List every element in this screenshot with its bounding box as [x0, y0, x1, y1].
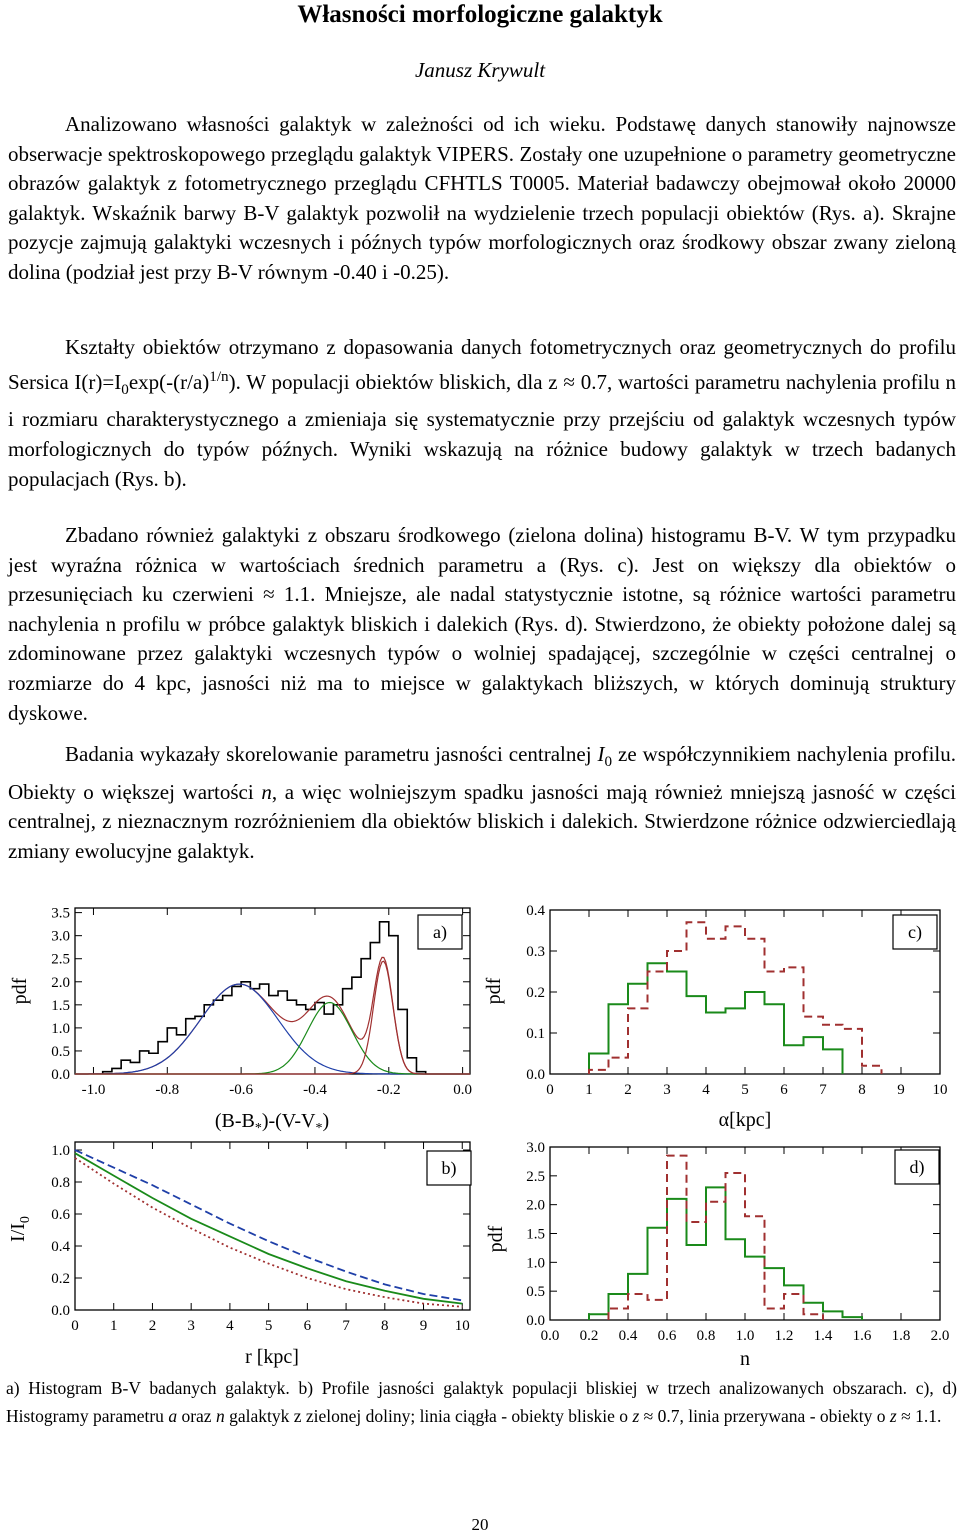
fit-curve: [75, 957, 470, 1074]
abstract-paragraph-1: [8, 110, 956, 288]
profile-line: [75, 1150, 462, 1300]
histogram-bars: [103, 922, 426, 1074]
x-tick-label: 5: [741, 1082, 749, 1098]
text-span: Kształty obiektów otrzymano z dopasowania danych fotometrycznych oraz geometrycznych do profilu Sersica I(r)=I: [8, 335, 956, 394]
x-tick-label: 7: [819, 1082, 827, 1098]
panel-label: a): [433, 922, 447, 942]
approx-symbol: ≈: [643, 1406, 654, 1426]
y-axis-label: pdf: [483, 977, 505, 1005]
chart-panel-b: [0, 1135, 480, 1370]
x-tick-label: 10: [932, 1082, 948, 1098]
x-tick-label: 8: [381, 1318, 389, 1334]
text-span: Zbadano również galaktyki z obszaru środkowego (zielona dolina) histogramu B-V. W tym przypadku jest wyraźna różnica w wartościach średnich parametru a (Rys. c). Jest on większy dla obiektów o przesunięciach ku czerwieni: [8, 523, 956, 607]
y-tick-label: 1.5: [526, 1226, 545, 1243]
abstract-paragraph-3: [8, 521, 956, 728]
x-axis-label-part: )-(V-V: [261, 1110, 316, 1132]
y-tick-label: 2.5: [526, 1168, 545, 1185]
fit-curve: [75, 1003, 470, 1075]
y-tick-label: 0.2: [51, 1271, 70, 1287]
y-tick-label: 3.0: [526, 1140, 545, 1156]
figure-caption: [6, 1374, 957, 1430]
text-span: oraz: [177, 1406, 216, 1426]
superscript: 1/n: [209, 368, 229, 385]
x-tick-label: 0.4: [618, 1328, 638, 1344]
italic-symbol: n: [215, 1406, 225, 1426]
x-axis-label: [719, 1109, 772, 1131]
y-tick-label: 0.5: [51, 1043, 70, 1060]
text-span: ze współczynnikiem nachylenia profilu. Obiekty o większej wartości: [8, 742, 957, 804]
x-axis-label-part: *: [254, 1121, 262, 1136]
y-tick-label: 2.5: [51, 951, 70, 968]
y-tick-label: 3.0: [51, 928, 70, 945]
x-tick-label: 9: [897, 1082, 905, 1098]
x-tick-label: 5: [264, 1318, 273, 1334]
y-tick-label: 1.5: [51, 997, 70, 1014]
x-axis-label: [215, 1110, 329, 1136]
x-tick-label: -0.8: [155, 1082, 180, 1098]
x-tick-label: 4: [702, 1082, 710, 1098]
x-tick-label: 1.2: [774, 1328, 794, 1344]
y-axis-label: pdf: [9, 977, 31, 1005]
y-tick-label: 1.0: [51, 1143, 70, 1159]
y-tick-label: 0.8: [51, 1175, 70, 1191]
text-span: , a więc wolniejszym spadku jasności mają również mniejszą jasność w części centralnej, z nieznacznym rozróżnieniem dla obiektów bliskich i dalekich. Stwierdzone różnice odzwierciedlają zmiany ewolucyjne galaktyk.: [8, 779, 956, 863]
y-tick-label: 0.4: [526, 903, 545, 919]
y-axis-label-part: I/I: [7, 1223, 29, 1242]
approx-symbol: ≈: [263, 582, 275, 607]
x-tick-label: 0.0: [540, 1328, 560, 1344]
y-tick-label: 0.0: [526, 1067, 545, 1083]
text-span: 0.7, linia przerywana - obiekty o: [653, 1406, 890, 1426]
text-span: 0.7, wartości parametru nachylenia profilu n i rozmiaru charakterystycznego a zmieniaja się systematycznie przy przejściu od galaktyk wczesnych typów morfologicznych do typów późnych. Wyniki wskazują na różnice budowy galaktyk w trzech badanych populacjach (Rys. b).: [8, 369, 957, 491]
y-tick-label: 0.4: [51, 1239, 70, 1255]
y-tick-label: 0.2: [526, 985, 545, 1001]
y-tick-label: 0.0: [51, 1303, 70, 1319]
x-tick-label: 0.2: [579, 1328, 599, 1344]
x-tick-label: -0.2: [376, 1082, 401, 1098]
page-number: 20: [471, 1515, 489, 1534]
text-span: 1.1.: [910, 1406, 942, 1426]
y-tick-label: 0.6: [51, 1207, 70, 1223]
author-name: Janusz Krywult: [414, 58, 546, 82]
page-title: Własności morfologiczne galaktyk: [297, 1, 663, 28]
panel-label: c): [908, 922, 922, 942]
plot-frame: [75, 1142, 470, 1310]
panel-label: d): [909, 1157, 925, 1177]
x-tick-label: 0.0: [453, 1082, 472, 1098]
y-tick-label: 0.5: [526, 1284, 545, 1301]
text-span: exp(-(r/a): [128, 369, 210, 394]
text-span: 1.1. Mniejsze, ale nadal statystycznie istotne, są różnice wartości parametru nachylenia n profilu w próbce galaktyk bliskich i dalekich (Rys. d). Stwierdzono, że obiekty położone dalej są zdominowane przez galaktyki wczesnych typów o wolniej spadającej, szczególnie w części centralnej o rozmiarze do 4 kpc, jasności niż ma to miejsce w galaktykach bliższych, w których dominują struktury dyskowe.: [8, 582, 957, 725]
x-axis-label-part: α: [718, 1109, 730, 1131]
x-tick-label: -1.0: [81, 1082, 106, 1098]
abstract-paragraph-2: [8, 333, 956, 494]
text-span: a) Histogram B-V badanych galaktyk. b) Profile jasności galaktyk populacji bliskiej w trzech analizowanych obszarach. c), d) Histogramy parametru: [6, 1378, 957, 1426]
x-axis-label-part: (B-B: [214, 1110, 255, 1132]
y-tick-label: 0.0: [526, 1313, 545, 1329]
x-tick-label: 2.0: [930, 1328, 950, 1344]
x-axis-label: r [kpc]: [245, 1346, 299, 1368]
italic-symbol: a: [168, 1406, 178, 1426]
profile-line: [75, 1158, 462, 1307]
approx-symbol: ≈: [901, 1406, 911, 1426]
subscript: 0: [121, 381, 129, 398]
x-tick-label: 3: [187, 1318, 195, 1334]
x-tick-label: 1.8: [891, 1328, 911, 1344]
panel-label: b): [441, 1158, 457, 1178]
x-tick-label: 10: [454, 1318, 470, 1334]
x-tick-label: 0: [546, 1082, 554, 1098]
x-tick-label: 6: [780, 1082, 788, 1098]
x-axis-label: n: [740, 1348, 750, 1370]
chart-panel-c: [480, 895, 960, 1135]
y-tick-label: 0.1: [526, 1026, 545, 1042]
abstract-paragraph-4: [8, 740, 956, 867]
x-tick-label: 4: [226, 1318, 234, 1334]
text-span: ). W populacji obiektów bliskich, dla z: [228, 369, 564, 394]
text-span: galaktyk z zielonej doliny; linia ciągła - obiekty bliskie o: [224, 1406, 633, 1426]
y-axis-label: pdf: [485, 1225, 507, 1253]
x-tick-label: 1.6: [852, 1328, 872, 1344]
y-axis-label: [7, 1216, 33, 1242]
histogram-series: [609, 1156, 824, 1320]
fit-curve: [75, 984, 470, 1074]
y-tick-label: 2.0: [51, 974, 70, 991]
x-tick-label: 2: [148, 1318, 157, 1334]
italic-symbol: z: [632, 1406, 640, 1426]
x-tick-label: 2: [624, 1082, 632, 1098]
x-tick-label: 7: [342, 1318, 350, 1334]
x-tick-label: 1: [585, 1082, 593, 1098]
histogram-series: [589, 922, 882, 1074]
y-tick-label: 0.0: [51, 1067, 70, 1083]
x-tick-label: 0.6: [657, 1328, 677, 1344]
chart-panel-a: [0, 895, 480, 1135]
y-tick-label: 2.0: [526, 1197, 545, 1214]
subscript: 0: [604, 754, 613, 771]
x-axis-label-part: [kpc]: [729, 1109, 772, 1131]
x-tick-label: -0.4: [303, 1082, 327, 1098]
x-tick-label: 6: [303, 1318, 312, 1334]
y-tick-label: 1.0: [51, 1020, 70, 1037]
approx-symbol: ≈: [563, 369, 575, 394]
x-tick-label: 8: [858, 1082, 866, 1098]
x-axis-label-part: *: [315, 1121, 323, 1136]
x-tick-label: 0.8: [696, 1328, 716, 1344]
x-tick-label: 0: [71, 1318, 79, 1334]
x-tick-label: -0.6: [229, 1082, 253, 1098]
y-tick-label: 3.5: [51, 905, 70, 922]
text-span: Analizowano własności galaktyk w zależności od ich wieku. Podstawę danych stanowiły najnowsze obserwacje spektroskopowego przeglądu galaktyk VIPERS. Zostały one uzupełnione o parametry geometryczne obrazów galaktyk z fotometrycznego przeglądu CFHTLS T0005. Materiał badawczy obejmował około 20000 galaktyk. Wskaźnik barwy B-V galaktyk pozwolił na wydzielenie trzech populacji obiektów (Rys. a). Skrajne pozycje zajmują galaktyki wczesnych i późnych typów morfologicznych oraz środkowy obszar zwany zieloną dolina (podział jest przy B-V równym -0.40 i -0.25).: [8, 112, 956, 284]
chart-panel-d: [480, 1135, 960, 1370]
italic-symbol: I: [597, 742, 605, 766]
y-axis-label-part: 0: [18, 1216, 33, 1224]
x-tick-label: 1.0: [735, 1328, 755, 1344]
x-axis-label-part: ): [322, 1110, 330, 1132]
x-tick-label: 1: [109, 1318, 118, 1334]
histogram-series: [589, 1187, 862, 1320]
text-span: Badania wykazały skorelowanie parametru jasności centralnej: [65, 742, 598, 766]
x-tick-label: 9: [419, 1318, 428, 1334]
y-tick-label: 0.3: [526, 944, 545, 960]
x-tick-label: 3: [663, 1082, 671, 1098]
italic-symbol: z: [889, 1406, 897, 1426]
plot-frame: [75, 908, 470, 1074]
italic-symbol: n: [261, 779, 272, 804]
x-tick-label: 1.4: [813, 1328, 833, 1344]
y-tick-label: 1.0: [526, 1255, 545, 1272]
